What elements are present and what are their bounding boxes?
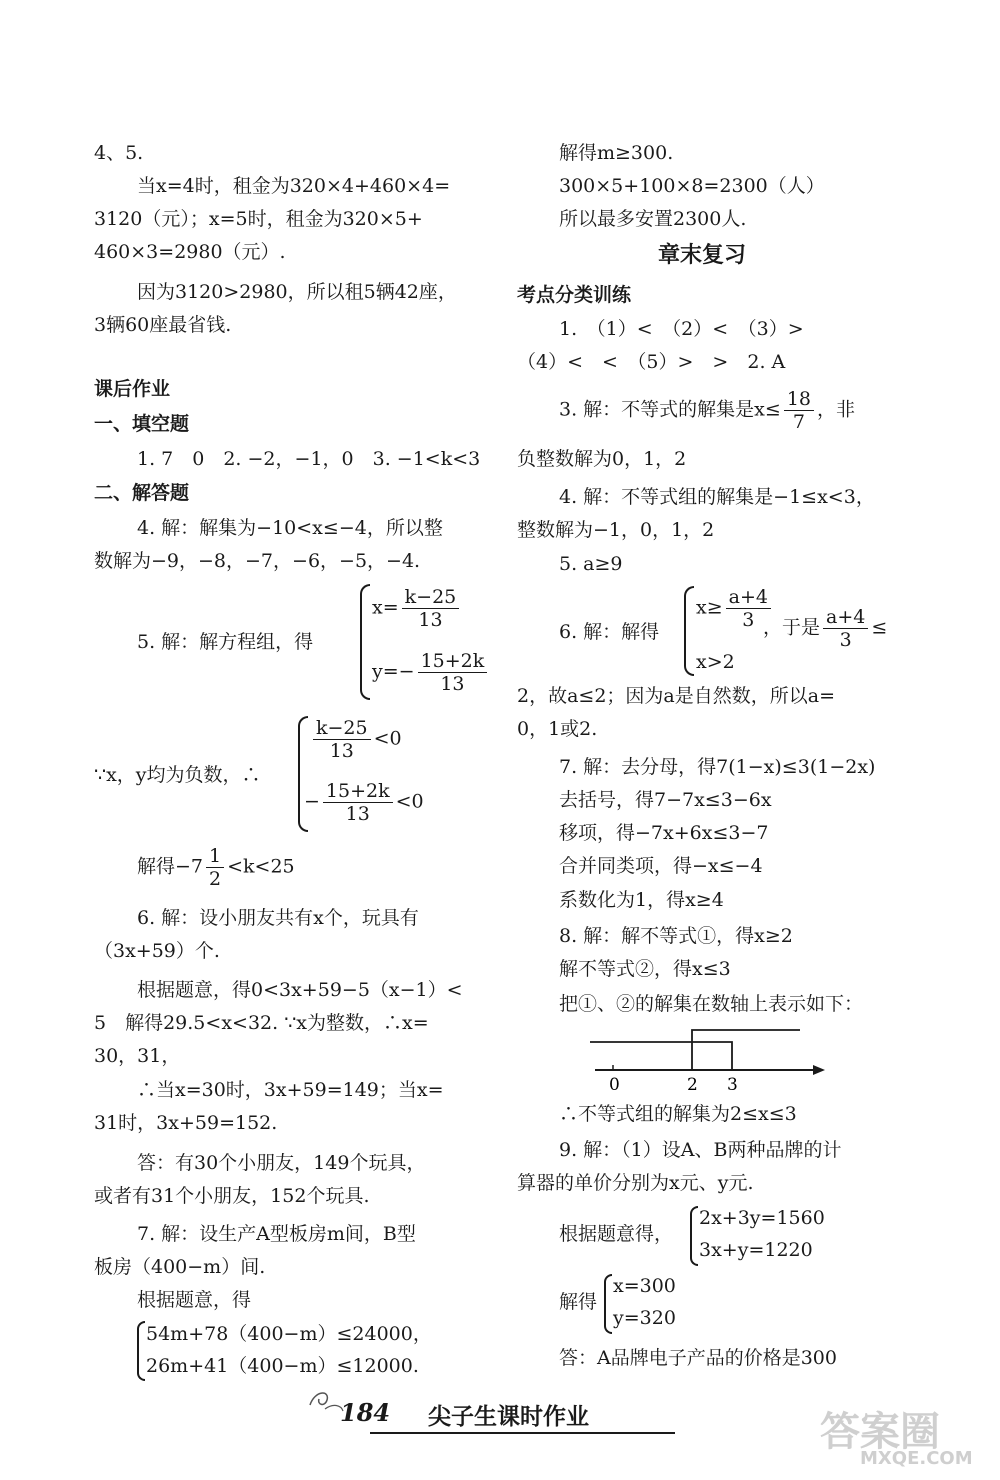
equation: [372, 650, 490, 698]
text-line: 根据题意得，: [559, 1223, 674, 1245]
numerator: k−25: [402, 586, 460, 609]
fraction: [418, 650, 488, 695]
denominator: 3: [839, 629, 852, 651]
axis-arrow: [813, 1065, 825, 1075]
fraction: [323, 780, 393, 825]
text-line: 3辆60座最省钱.: [94, 314, 232, 336]
brace: [604, 1274, 612, 1334]
page-number: 184: [340, 1398, 391, 1427]
text-line: 合并同类项，得−x≤−4: [559, 855, 763, 877]
equation: 2x+3y=1560: [699, 1207, 825, 1229]
equation: x=300: [613, 1275, 676, 1297]
text-line: 或者有31个小朋友，152个玩具.: [94, 1185, 370, 1207]
equation: 3x+y=1220: [699, 1239, 813, 1261]
text-line: 答：A品牌电子产品的价格是300: [559, 1347, 837, 1369]
text-line: 系数化为1，得x≥4: [559, 889, 724, 911]
text-line: 2，故a≤2；因为a是自然数，所以a=: [517, 685, 836, 707]
text: ，于是: [763, 616, 821, 639]
decorative-swirl-icon: [305, 1385, 345, 1415]
text-line: （3x+59）个.: [94, 940, 220, 962]
brace: [684, 586, 694, 676]
text-line: 去括号，得7−7x≤3−6x: [559, 789, 772, 811]
text-line: 6. 解：设小朋友共有x个，玩具有: [137, 907, 419, 929]
text-line: 5. 解：解方程组，得: [137, 631, 314, 653]
text-line: 答：有30个小朋友，149个玩具，: [137, 1152, 426, 1174]
brace: [690, 1206, 698, 1266]
ineq-rhs: <0: [395, 790, 424, 813]
text-line: 根据题意，得0<3x+59−5（x−1）<: [137, 979, 463, 1001]
numerator: 15+2k: [323, 780, 393, 803]
text-line: 5. a≥9: [559, 553, 623, 575]
text-line: 移项，得−7x+6x≤3−7: [559, 822, 769, 844]
text-line: 算器的单价分别为x元、y元.: [517, 1172, 754, 1194]
axis-label-0: 0: [609, 1075, 620, 1095]
text-line: 9. 解：（1）设A、B两种品牌的计: [559, 1139, 842, 1161]
denominator: 13: [345, 803, 370, 825]
section-heading: 二、解答题: [94, 482, 190, 504]
text-line: 31时，3x+59=152.: [94, 1112, 278, 1134]
text-line: 整数解为−1，0，1，2: [517, 519, 715, 541]
brace: [360, 584, 370, 700]
equation: y=320: [613, 1307, 676, 1329]
eq-lhs: x=: [372, 596, 399, 619]
watermark-logo: 答案圈: [820, 1409, 940, 1455]
text-line: 7. 解：设生产A型板房m间，B型: [137, 1223, 416, 1245]
fraction: [402, 586, 460, 631]
section-heading: 一、填空题: [94, 413, 190, 435]
solution-ray-le-3: [590, 1042, 732, 1070]
numerator: 18: [784, 388, 814, 411]
text-line: 板房（400−m）间.: [94, 1256, 266, 1278]
text-line: 数解为−9，−8，−7，−6，−5，−4.: [94, 550, 421, 572]
text-line: [559, 388, 855, 438]
numerator: a+4: [726, 586, 771, 609]
text-line: 解不等式②，得x≤3: [559, 958, 731, 980]
text-line: 当x=4时，租金为320×4+460×4=: [137, 175, 451, 197]
denominator: 7: [792, 411, 805, 433]
numerator: 1: [206, 845, 224, 868]
text-line: （4）< < （5）> > 2. A: [517, 351, 786, 373]
text: ≤: [871, 616, 888, 639]
text-line: 8. 解：解不等式①，得x≥2: [559, 925, 793, 947]
brace: [137, 1321, 145, 1381]
equation: [372, 586, 462, 634]
text-line: 30，31，: [94, 1045, 181, 1067]
axis-label-2: 2: [687, 1075, 698, 1095]
text-line: 5 解得29.5<x<32. ∵x为整数，∴x=: [94, 1012, 429, 1034]
section-heading: 考点分类训练: [517, 284, 632, 306]
text-line: ∴当x=30时，3x+59=149；当x=: [137, 1079, 444, 1101]
denominator: 3: [742, 609, 755, 631]
ineq-lhs: x≥: [696, 596, 723, 619]
text-line: 4. 解：解集为−10<x≤−4，所以整: [137, 517, 443, 539]
text-line: 把①、②的解集在数轴上表示如下：: [559, 993, 864, 1015]
text-line: 解得: [559, 1291, 598, 1313]
text-line: 1. （1）< （2）< （3）>: [559, 318, 804, 340]
inequality: [310, 717, 402, 765]
denominator: 13: [418, 609, 443, 631]
ineq-rhs: <0: [373, 727, 402, 750]
fraction: [313, 717, 371, 762]
text-line: ∴不等式组的解集为2≤x≤3: [559, 1103, 797, 1125]
footer-rule: [370, 1432, 675, 1434]
text: ，非: [817, 398, 856, 421]
text-line: 负整数解为0，1，2: [517, 448, 687, 470]
minus-sign: −: [304, 790, 320, 813]
inequality: [304, 780, 424, 828]
text-line: [137, 845, 295, 893]
denominator: 2: [209, 868, 222, 890]
denominator: 13: [440, 673, 465, 695]
solution-ray-ge-2: [692, 1030, 800, 1070]
text-line: 4. 解：不等式组的解集是−1≤x<3，: [559, 486, 875, 508]
book-title: 尖子生课时作业: [428, 1404, 589, 1430]
inequality: x>2: [696, 651, 735, 673]
text-line: 6. 解：解得: [559, 621, 660, 643]
text-line: ∵x，y均为负数，∴: [94, 764, 261, 786]
fraction: [206, 845, 224, 890]
numerator: k−25: [313, 717, 371, 740]
text: 3. 解：不等式的解集是x≤: [559, 398, 781, 421]
numerator: a+4: [823, 606, 868, 629]
text: <k<25: [227, 855, 295, 878]
text-line: 1. 7 0 2. −2，−1，0 3. −1<k<3: [137, 448, 481, 470]
text-line: 7. 解：去分母，得7(1−x)≤3(1−2x): [559, 756, 876, 778]
text-line: 460×3=2980（元）.: [94, 241, 286, 263]
text-line: [763, 606, 887, 656]
text-line: 0，1或2.: [517, 718, 598, 740]
inequality: 54m+78（400−m）≤24000，: [146, 1323, 432, 1345]
text-line: 所以最多安置2300人.: [559, 208, 747, 230]
axis-label-3: 3: [727, 1075, 738, 1095]
text: 解得−7: [137, 855, 204, 878]
text-line: 因为3120>2980，所以租5辆42座，: [137, 281, 457, 303]
number-line: [585, 1022, 830, 1097]
chapter-title: 章末复习: [658, 243, 747, 268]
watermark-url: MXQE.COM: [860, 1448, 973, 1469]
text-line: 3120（元）；x=5时，租金为320×5+: [94, 208, 423, 230]
numerator: 15+2k: [418, 650, 488, 673]
text-line: 根据题意，得: [137, 1289, 252, 1311]
denominator: 13: [329, 740, 354, 762]
text-line: 4、5.: [94, 142, 144, 164]
eq-lhs: y=−: [372, 660, 415, 683]
fraction: [823, 606, 868, 651]
fraction: [784, 388, 814, 433]
text-line: 300×5+100×8=2300（人）: [559, 175, 825, 197]
section-heading: 课后作业: [94, 378, 171, 400]
text-line: 解得m≥300.: [559, 142, 674, 164]
inequality: 26m+41（400−m）≤12000.: [146, 1355, 419, 1377]
